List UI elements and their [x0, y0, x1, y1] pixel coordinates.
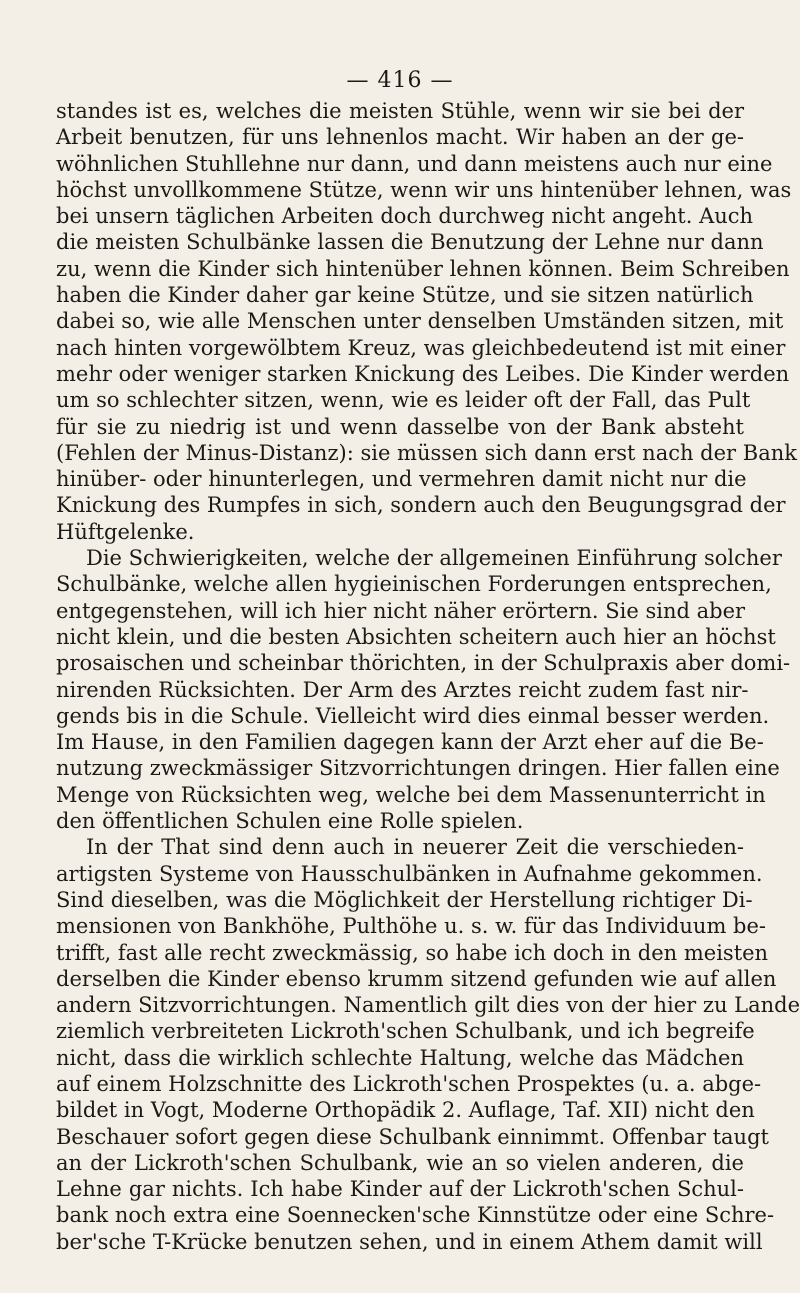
text-line: nach hinten vorgewölbtem Kreuz, was gleichbedeutend ist mit einer — [56, 335, 786, 360]
text-line: nicht klein, und die besten Absichten scheitern auch hier an höchst — [56, 624, 776, 649]
text-line: Schulbänke, welche allen hygieinischen Forderungen entsprechen, — [56, 572, 772, 597]
text-line: Menge von Rücksichten weg, welche bei dem Massenunterricht in — [56, 782, 766, 807]
text-line: den öffentlichen Schulen eine Rolle spielen. — [56, 809, 524, 834]
text-line: In der That sind denn auch in neuerer Zeit die verschieden- — [86, 835, 744, 860]
text-line: mehr oder weniger starken Knickung des Leibes. Die Kinder werden — [56, 361, 790, 386]
text-line: trifft, fast alle recht zweckmässig, so habe ich doch in den meisten — [56, 940, 769, 965]
text-line: artigsten Systeme von Hausschulbänken in Aufnahme gekommen. — [56, 861, 763, 886]
text-line: ber'sche T-Krücke benutzen sehen, und in einem Athem damit will — [56, 1229, 763, 1254]
text-line: (Fehlen der Minus-Distanz): sie müssen sich dann erst nach der Bank — [56, 440, 797, 465]
text-line: um so schlechter sitzen, wenn, wie es leider oft der Fall, das Pult — [56, 388, 751, 413]
text-line: entgegenstehen, will ich hier nicht näher erörtern. Sie sind aber — [56, 598, 746, 623]
text-line: derselben die Kinder ebenso krumm sitzend gefunden wie auf allen — [56, 966, 777, 991]
text-line: mensionen von Bankhöhe, Pulthöhe u. s. w. für das Individuum be- — [56, 914, 767, 939]
text-line: Lehne gar nichts. Ich habe Kinder auf der Lickroth'schen Schul- — [56, 1177, 744, 1202]
text-line: Im Hause, in den Familien dagegen kann der Arzt eher auf die Be- — [56, 730, 764, 755]
text-line: Arbeit benutzen, für uns lehnenlos macht. Wir haben an der ge- — [56, 125, 744, 150]
text-line: zu, wenn die Kinder sich hintenüber lehnen können. Beim Schreiben — [56, 256, 790, 281]
text-line: bank noch extra eine Soennecken'sche Kinnstütze oder eine Schre- — [56, 1203, 775, 1228]
text-line: Hüftgelenke. — [56, 519, 195, 544]
text-line: Die Schwierigkeiten, welche der allgemeinen Einführung solcher — [86, 546, 782, 571]
text-line: gends bis in die Schule. Vielleicht wird dies einmal besser werden. — [56, 703, 770, 728]
page-number: — 416 — — [346, 68, 454, 93]
text-line: andern Sitzvorrichtungen. Namentlich gilt dies von der hier zu Lande — [56, 993, 800, 1018]
text-line: hinüber- oder hinunterlegen, und vermehren damit nicht nur die — [56, 467, 747, 492]
text-line: Knickung des Rumpfes in sich, sondern auch den Beugungsgrad der — [56, 493, 786, 518]
text-line: prosaischen und scheinbar thörichten, in der Schulpraxis aber domi- — [56, 651, 791, 676]
text-line: bildet in Vogt, Moderne Orthopädik 2. Auflage, Taf. XII) nicht den — [56, 1098, 755, 1123]
text-line: für sie zu niedrig ist und wenn dasselbe von der Bank absteht — [56, 414, 744, 439]
text-line: haben die Kinder daher gar keine Stütze, und sie sitzen natürlich — [56, 283, 754, 308]
text-line: standes ist es, welches die meisten Stühle, wenn wir sie bei der — [56, 99, 744, 123]
text-line: auf einem Holzschnitte des Lickroth'schen Prospektes (u. a. abge- — [56, 1071, 762, 1096]
text-line: höchst unvollkommene Stütze, wenn wir uns hintenüber lehnen, was — [56, 177, 792, 202]
text-line: wöhnlichen Stuhllehne nur dann, und dann meistens auch nur eine — [56, 151, 773, 176]
text-line: an der Lickroth'schen Schulbank, wie an so vielen anderen, die — [56, 1150, 744, 1175]
text-line: Sind dieselben, was die Möglichkeit der Herstellung richtiger Di- — [56, 887, 753, 912]
text-line: dabei so, wie alle Menschen unter denselben Umständen sitzen, mit — [56, 309, 784, 334]
text-line: nutzung zweckmässiger Sitzvorrichtungen dringen. Hier fallen eine — [56, 756, 780, 781]
text-line: bei unsern täglichen Arbeiten doch durchweg nicht angeht. Auch — [56, 204, 754, 229]
text-line: ziemlich verbreiteten Lickroth'schen Schulbank, und ich begreife — [56, 1019, 755, 1044]
body-text — [56, 98, 800, 1255]
text-line: nirenden Rücksichten. Der Arm des Arztes reicht zudem fast nir- — [56, 677, 749, 702]
text-line: Beschauer sofort gegen diese Schulbank einnimmt. Offenbar taugt — [56, 1124, 769, 1149]
text-line: die meisten Schulbänke lassen die Benutzung der Lehne nur dann — [56, 230, 764, 255]
text-line: nicht, dass die wirklich schlechte Haltung, welche das Mädchen — [56, 1045, 744, 1070]
